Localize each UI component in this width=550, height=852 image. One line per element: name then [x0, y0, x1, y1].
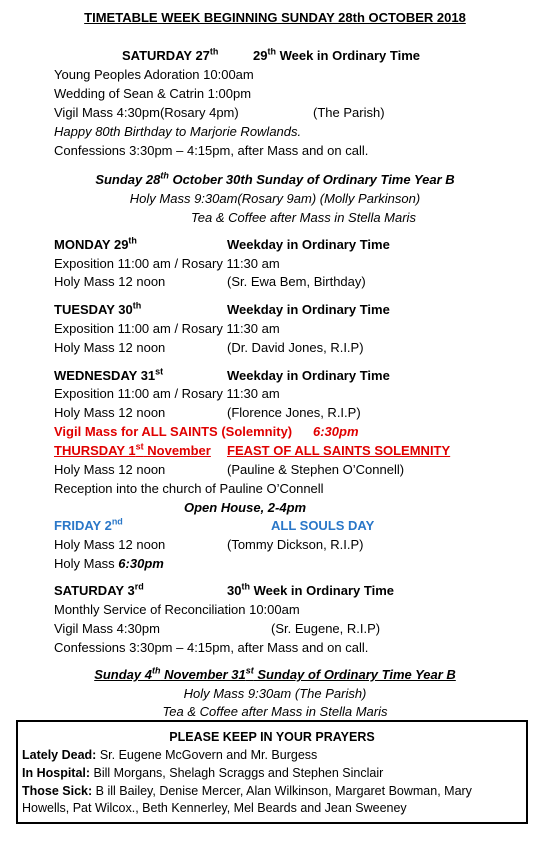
tuesday-mass: Holy Mass 12 noon [54, 340, 166, 355]
prayers-those-sick: Those Sick: B ill Bailey, Denise Mercer, Alan Wilkinson, Margaret Bowman, Mary [22, 784, 472, 798]
wednesday-vigil: Vigil Mass for ALL SAINTS (Solemnity) [54, 424, 293, 439]
wednesday-mass: Holy Mass 12 noon [54, 405, 166, 420]
page-title: TIMETABLE WEEK BEGINNING SUNDAY 28th OCTOBER 2018 [84, 10, 466, 25]
thursday-open-house: Open House, 2-4pm [184, 500, 307, 515]
saturday3-vigil: Vigil Mass 4:30pm [54, 621, 160, 636]
sunday4-heading: Sunday 4th November 31st Sunday of Ordinary Time Year B [94, 665, 456, 682]
wednesday-intention: (Florence Jones, R.I.P) [227, 405, 361, 420]
saturday3-heading: SATURDAY 3rd [54, 581, 144, 598]
monday-exposition: Exposition 11:00 am / Rosary 11:30 am [54, 256, 280, 271]
saturday3-week: 30th Week in Ordinary Time [227, 581, 394, 598]
friday-intention: (Tommy Dickson, R.I.P) [227, 537, 364, 552]
wednesday-vigil-time: 6:30pm [313, 424, 359, 439]
sunday28-tea: Tea & Coffee after Mass in Stella Maris [191, 210, 416, 225]
thursday-mass: Holy Mass 12 noon [54, 462, 166, 477]
friday-mass: Holy Mass 12 noon [54, 537, 166, 552]
thursday-label: FEAST OF ALL SAINTS SOLEMNITY [227, 443, 451, 458]
tuesday-heading: TUESDAY 30th [54, 300, 142, 317]
saturday27-vigil-intention: (The Parish) [313, 105, 385, 120]
saturday27-line: Wedding of Sean & Catrin 1:00pm [54, 86, 252, 101]
prayers-those-sick-cont: Howells, Pat Wilcox., Beth Kennerley, Mel Beards and Jean Sweeney [22, 801, 407, 815]
thursday-reception: Reception into the church of Pauline O’Connell [54, 481, 324, 496]
wednesday-label: Weekday in Ordinary Time [227, 368, 390, 383]
sunday4-tea: Tea & Coffee after Mass in Stella Maris [162, 704, 388, 719]
saturday3-intention: (Sr. Eugene, R.I.P) [271, 621, 381, 636]
prayers-lately-dead: Lately Dead: Sr. Eugene McGovern and Mr. Burgess [22, 748, 318, 762]
prayers-in-hospital: In Hospital: Bill Morgans, Shelagh Scraggs and Stephen Sinclair [22, 766, 384, 780]
prayers-box [16, 720, 528, 824]
monday-mass: Holy Mass 12 noon [54, 274, 166, 289]
saturday27-line: Vigil Mass 4:30pm(Rosary 4pm) [54, 105, 239, 120]
wednesday-heading: WEDNESDAY 31st [54, 366, 164, 383]
saturday3-reconciliation: Monthly Service of Reconciliation 10:00am [54, 602, 300, 617]
saturday27-confessions: Confessions 3:30pm – 4:15pm, after Mass and on call. [54, 143, 369, 158]
monday-heading: MONDAY 29th [54, 235, 137, 252]
wednesday-exposition: Exposition 11:00 am / Rosary 11:30 am [54, 386, 280, 401]
monday-intention: (Sr. Ewa Bem, Birthday) [227, 274, 366, 289]
tuesday-intention: (Dr. David Jones, R.I.P) [227, 340, 364, 355]
sunday4-mass: Holy Mass 9:30am (The Parish) [183, 686, 367, 701]
monday-label: Weekday in Ordinary Time [227, 237, 390, 252]
thursday-heading: THURSDAY 1st November [54, 441, 211, 458]
saturday27-line: Young Peoples Adoration 10:00am [54, 67, 254, 82]
saturday3-confessions: Confessions 3:30pm – 4:15pm, after Mass and on call. [54, 640, 369, 655]
friday-evening-mass: Holy Mass 6:30pm [54, 556, 164, 571]
friday-label: ALL SOULS DAY [271, 518, 375, 533]
tuesday-label: Weekday in Ordinary Time [227, 302, 390, 317]
sunday28-mass: Holy Mass 9:30am(Rosary 9am) (Molly Parkinson) [129, 191, 421, 206]
sunday28-heading: Sunday 28th October 30th Sunday of Ordinary Time Year B [95, 170, 455, 187]
saturday27-heading: SATURDAY 27th [122, 46, 219, 63]
friday-heading: FRIDAY 2nd [54, 516, 123, 533]
saturday27-birthday: Happy 80th Birthday to Marjorie Rowlands. [54, 124, 302, 139]
tuesday-exposition: Exposition 11:00 am / Rosary 11:30 am [54, 321, 280, 336]
prayers-heading: PLEASE KEEP IN YOUR PRAYERS [169, 730, 375, 744]
thursday-intention: (Pauline & Stephen O’Connell) [227, 462, 405, 477]
saturday27-week: 29th Week in Ordinary Time [253, 46, 420, 63]
